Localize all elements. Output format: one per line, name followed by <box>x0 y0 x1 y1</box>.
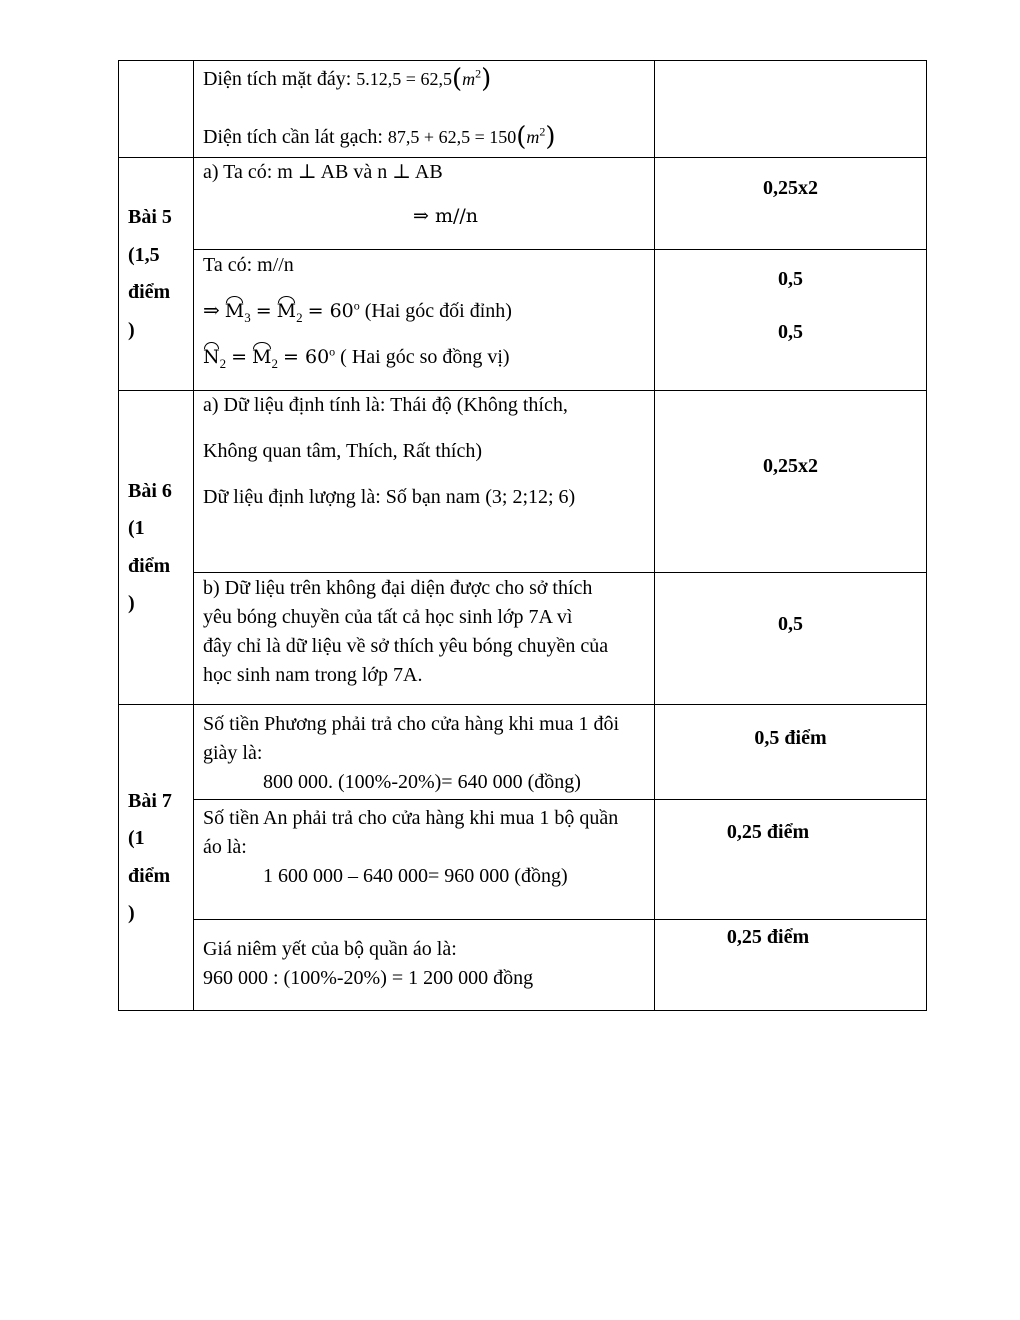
vertical-angles-line: ⇒ $M_3 = M_2 = 60^o$ (Hai góc đối đỉnh) <box>203 298 512 325</box>
angle-symbol: M <box>225 297 244 326</box>
table-row <box>119 705 927 800</box>
angle-symbol: M <box>277 297 296 326</box>
base-area-line: Diện tích mặt đáy: $5.12,5 = 62,5(m^2)$ <box>203 64 492 94</box>
table-row <box>119 158 927 250</box>
content-cell: Số tiền An phải trả cho cửa hàng khi mua 1 bộ quần áo là: 1 600 000 – 640 000= 960 000 (đồng) <box>194 800 655 920</box>
content-cell: a) Ta có: m ⊥ AB và n ⊥ AB ⇒ m//n <box>194 158 655 250</box>
score-cell: 0,5 <box>655 573 927 705</box>
score-cell: 0,25 điểm <box>655 800 927 920</box>
angle-symbol: M <box>252 343 271 372</box>
score-cell: 0,5 0,5 <box>655 250 927 391</box>
empty-score-cell <box>655 61 927 158</box>
answer-table <box>118 60 927 1011</box>
score-cell: 0,25x2 <box>655 158 927 250</box>
bai7-label: Bài 7 (1 điểm ) <box>128 789 172 924</box>
bai7-label-cell <box>119 705 194 1011</box>
content-cell: Giá niêm yết của bộ quần áo là: 960 000 : (100%-20%) = 1 200 000 đồng <box>194 920 655 1011</box>
bai5-label-cell <box>119 158 194 391</box>
content-cell: Số tiền Phương phải trả cho cửa hàng khi mua 1 đôi giày là: 800 000. (100%-20%)= 640 000 (đồng) <box>194 705 655 800</box>
tile-area-line: Diện tích cần lát gạch: $87,5 + 62,5 = 150(m^2)$ <box>203 122 556 152</box>
table-row <box>119 800 927 920</box>
empty-label-cell <box>119 61 194 158</box>
content-cell: Ta có: m//n ⇒ $M_3 = M_2 = 60^o$ (Hai góc đối đỉnh) $N_2 = M_2 = 60^o$ ( Hai góc so đồng vị) <box>194 250 655 391</box>
table-row <box>119 391 927 573</box>
bai6-label-cell <box>119 391 194 705</box>
bai5-label: Bài 5 (1,5 điểm ) <box>128 206 172 341</box>
table-row <box>119 61 927 158</box>
content-cell: a) Dữ liệu định tính là: Thái độ (Không thích, Không quan tâm, Thích, Rất thích) Dữ liệu định lượng là: Số bạn nam (3; 2;12; 6) <box>194 391 655 573</box>
table-row <box>119 920 927 1011</box>
angle-symbol: N <box>203 343 220 372</box>
score-cell: 0,5 điểm <box>655 705 927 800</box>
content-cell: b) Dữ liệu trên không đại diện được cho sở thích yêu bóng chuyền của tất cả học sinh lớp 7A vì đây chỉ là dữ liệu về sở thích yêu bóng chuyền của học sinh nam trong lớp 7A. <box>194 573 655 705</box>
corresponding-angles-line: $N_2 = M_2 = 60^o$ ( Hai góc so đồng vị) <box>203 344 510 371</box>
score-cell: 0,25 điểm <box>655 920 927 1011</box>
bai6-label: Bài 6 (1 điểm ) <box>128 479 172 614</box>
score-cell: 0,25x2 <box>655 391 927 573</box>
table-row <box>119 573 927 705</box>
content-cell <box>194 61 655 158</box>
table-row <box>119 250 927 391</box>
